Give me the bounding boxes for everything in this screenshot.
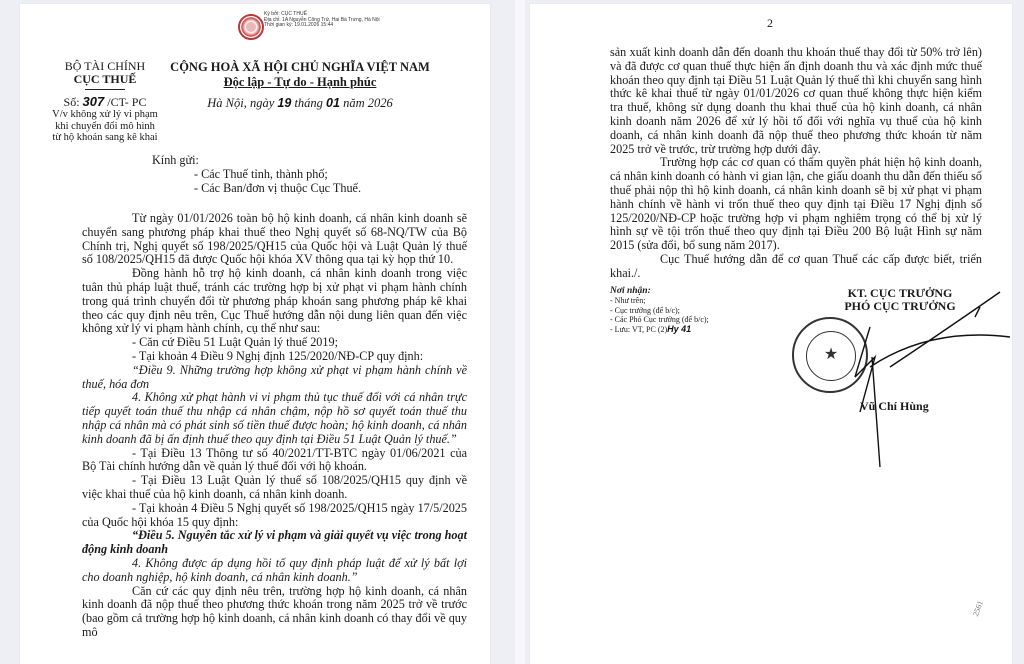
digital-signature-info [264,12,404,29]
recipients-label: Kính gửi: [152,153,199,167]
recipient-item: - Cục trưởng (để b/c); [610,305,680,315]
quote-heading: “Điều 9. Những trường hợp không xử phạt vi phạm hành chính về thuế, hóa đơn [82,362,467,391]
document-page-1 [20,4,490,664]
paragraph: Căn cứ các quy định nêu trên, trường hợp hộ kinh doanh, cá nhân kinh doanh đã nộp thuế theo phương thức khoán trong năm 2025 trở về trước (bao gồm cả trường hợp hộ kinh doanh, cá nhân kinh doanh có thay đổi về quy mô [82,583,467,639]
quote-heading: “Điều 5. Nguyên tắc xử lý vi phạm và giải quyết vụ việc trong hoạt động kinh doanh [82,528,467,557]
esign-time: Thời gian ký: 19.01.2026 15:44 [264,22,334,28]
recipient-item: - Lưu: VT, PC (2)Hy 41 [610,323,692,334]
paragraph: - Tại Điều 13 Thông tư số 40/2021/TT-BTC ngày 01/06/2021 của Bộ Tài chính hướng dẫn về quản lý thuế đối với hộ khoán. [82,445,467,474]
page-number: 2 [767,16,773,30]
body-text [82,212,467,640]
margin-note: 2561 [971,599,985,618]
paragraph: sản xuất kinh doanh dẫn đến doanh thu khoán thuế thay đổi từ 50% trở lên) và đã được cơ quan thuế thực hiện ấn định doanh thu và xác định mức thuế khoán theo quy định tại Điều 51 Luật Quản lý thuế thì khi chuyển sang hình thức kê khai thuế từ ngày 01/01/2026 cơ quan thuế không thực hiện kiểm tra thuế, không sử dụng doanh thu khai thuế của hộ kinh doanh, cá nhân kinh doanh năm 2026 để xử lý hồi tố đối với nghĩa vụ thuế của hộ kinh doanh, cá nhân kinh doanh đã nộp thuế theo phương thức khoán từ năm 2025 trở về trước, trừ trường hợp dưới đây. [610,45,982,156]
agency-header [50,60,160,144]
body-text [610,46,982,281]
national-motto: Độc lập - Tự do - Hạnh phúc [223,75,377,89]
signer-title: KT. CỤC TRƯỞNG [847,285,953,300]
emblem-star-icon: ★ [806,331,856,381]
document-date: Hà Nội, ngày 19 tháng 01 năm 2026 [207,96,393,110]
esign-address: Địa chỉ: 1A Nguyễn Công Trứ, Hai Bà Trưng, Hà Nội [264,16,380,23]
recipient-item: - Các Phó Cục trưởng (để b/c); [610,315,709,325]
signer-name: Vũ Chí Hùng [860,398,929,413]
esign-signer: Ký bởi: CỤC THUẾ [264,11,307,17]
paragraph: Cục Thuế hướng dẫn để cơ quan Thuế các cấp được biết, triển khai./. [610,251,982,280]
signer-subtitle: PHÓ CỤC TRƯỞNG [844,298,956,313]
quote-paragraph: 4. Không được áp dụng hồi tố quy định pháp luật để xử lý bất lợi cho doanh nghiệp, hộ kinh doanh, cá nhân kinh doanh.” [82,555,467,584]
paragraph: - Tại khoản 4 Điều 5 Nghị quyết số 198/2025/QH15 ngày 17/5/2025 của Quốc hội khóa 15 quy định: [82,500,467,529]
recipients-block [152,154,402,195]
ministry-name: BỘ TÀI CHÍNH [64,59,146,73]
paragraph: - Tại khoản 4 Điều 9 Nghị định 125/2020/NĐ-CP quy định: [132,348,424,363]
digital-signature-seal-icon [238,14,264,40]
department-name: CỤC THUẾ [73,72,137,86]
paragraph: - Tại Điều 13 Luật Quản lý thuế số 108/2025/QH15 quy định về việc khai thuế của hộ kinh doanh, cá nhân kinh doanh. [82,473,467,501]
national-title: CỘNG HOÀ XÃ HỘI CHỦ NGHĨA VIỆT NAM [170,60,430,74]
paragraph: Trường hợp các cơ quan có thẩm quyền phát hiện hộ kinh doanh, cá nhân kinh doanh có hành vi gian lận, che giấu doanh thu dẫn đến thiếu số thuế phải nộp thì hộ kinh doanh, cá nhân kinh doanh sẽ bị xử phạt vi phạm hành chính về hành vi trốn thuế theo quy định tại Điều 17 Nghị định số 125/2020/NĐ-CP hoặc trường hợp vi phạm nghiêm trọng có thể bị xử lý hình sự về tội trốn thuế theo quy định tại Điều 200 Bộ luật Hình sự năm 2015 (sửa đổi, bổ sung năm 2017). [610,155,982,253]
document-page-2 [530,4,1012,664]
page-gap [515,0,525,664]
recipient-item: - Các Ban/đơn vị thuộc Cục Thuế. [194,180,361,195]
divider [85,89,125,90]
recipients-list [610,287,760,335]
national-header [170,60,430,111]
document-number: Số: 307 /CT- PC [63,94,147,109]
closing-section [610,287,982,487]
quote-paragraph: 4. Không xử phạt hành vi vi phạm thủ tục thuế đối với cá nhân trực tiếp quyết toán thuế thu nhập cá nhân chậm, nộp hồ sơ quyết toán thuế thu nhập cá nhân mà có phát sinh số tiền thuế được hoàn; hộ kinh doanh, cá nhân kinh doanh đã bị ấn định thuế theo quy định tại Điều 51 Luật Quản lý thuế.” [82,390,467,446]
paragraph: Từ ngày 01/01/2026 toàn bộ hộ kinh doanh, cá nhân kinh doanh sẽ chuyển sang phương pháp khai thuế theo Nghị quyết số 68-NQ/TW của Bộ Chính trị, Nghị quyết số 198/2025/QH15 của Quốc hội và Luật Quản lý thuế số 108/2025/QH15 đã được Quốc hội khóa XV thông qua tại kỳ họp thứ 10. [82,211,467,267]
page-2-content [610,46,982,487]
recipient-item: - Như trên; [610,296,646,306]
handwritten-signature [810,287,1012,477]
recipient-item: - Các Thuế tỉnh, thành phố; [194,166,328,181]
recipients-label: Nơi nhận: [610,285,651,296]
paragraph: Đồng hành hỗ trợ hộ kinh doanh, cá nhân kinh doanh trong việc tuân thủ pháp luật thuế, tránh các trường hợp bị xử phạt vi phạm hành chính trong quá trình chuyển đổi từ phương pháp khoán sang phương pháp kê khai theo các quy định nêu trên, Cục Thuế hướng dẫn nội dung liên quan đến việc không xử lý vi phạm hành chính, cụ thể như sau: [82,266,467,336]
document-subject: V/v không xử lý vi phạm khi chuyển đổi mô hình từ hộ khoán sang kê khai [52,109,158,143]
paragraph: - Căn cứ Điều 51 Luật Quản lý thuế 2019; [132,335,338,350]
